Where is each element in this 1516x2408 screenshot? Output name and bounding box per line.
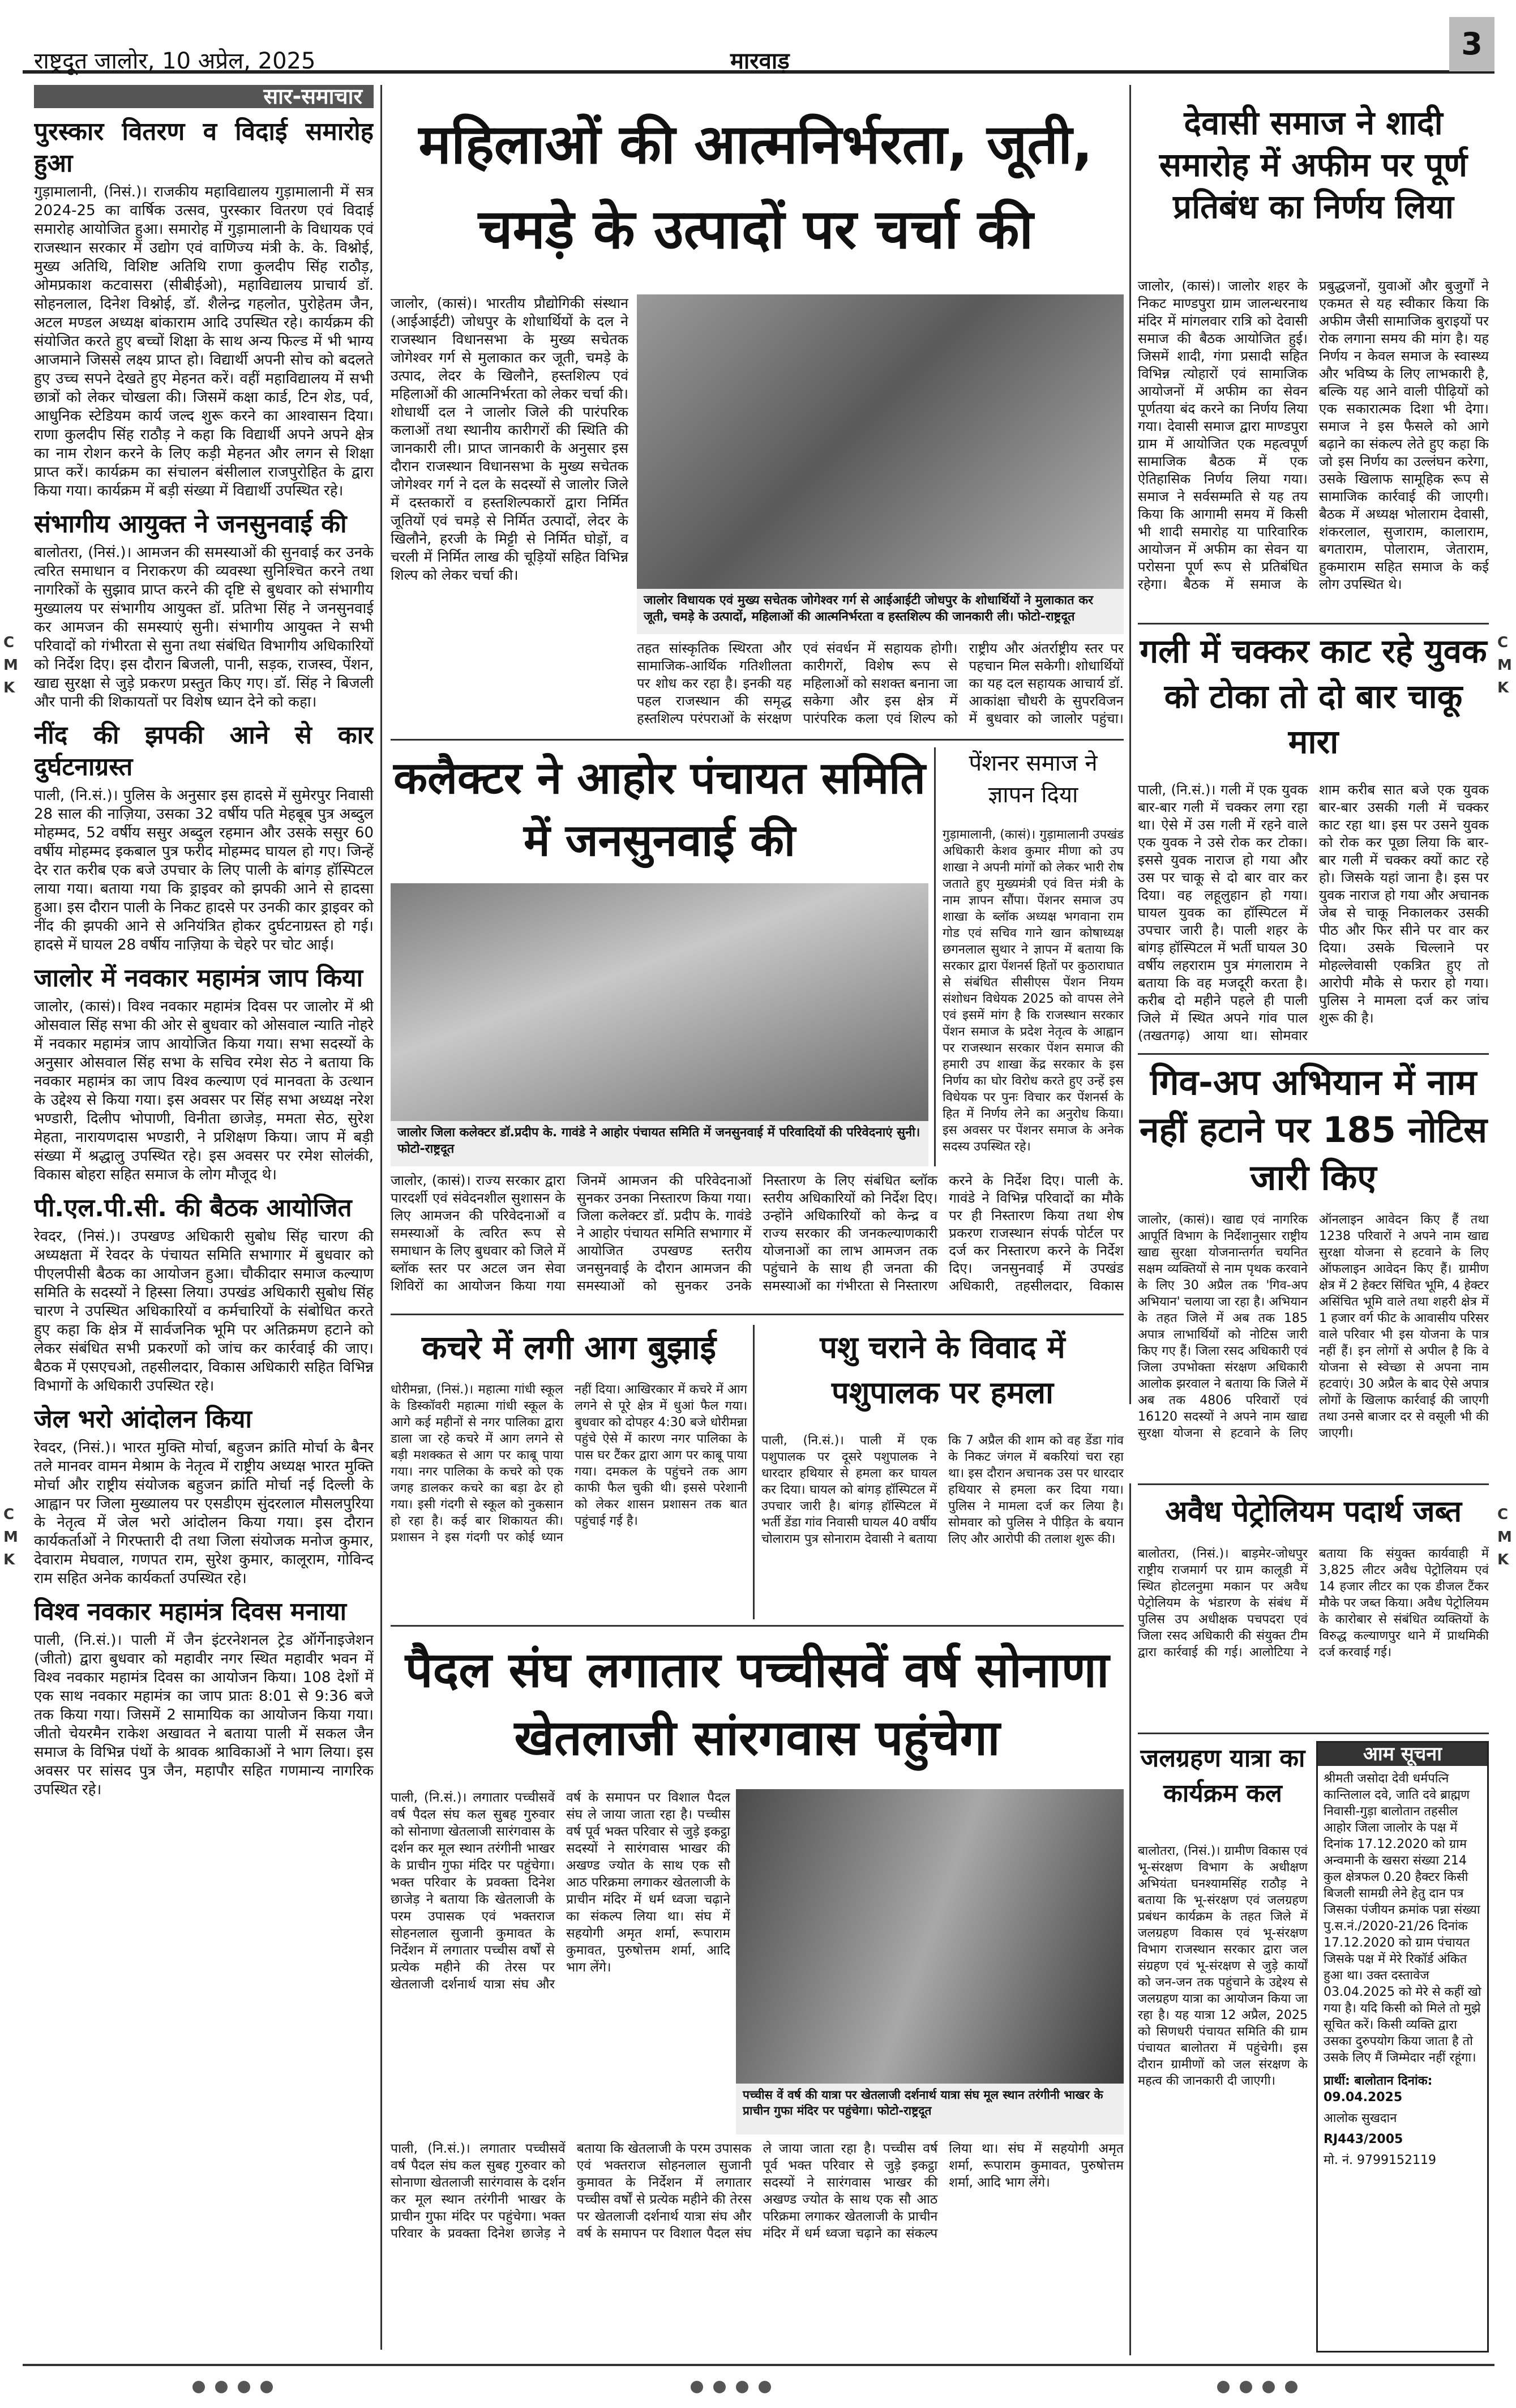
- jalgrahan-body: बालोतरा, (निसं.)। ग्रामीण विकास एवं भू-संरक्षण विभाग के अधीक्षण अभियंता घनश्यामसिंह राठौड़ ने बताया कि भू-संरक्षण एवं जलग्रहण प्रबंधन कार्यक्रम के तहत जिले में जलग्रहण विकास एवं भू-संरक्षण विभाग राजस्थान सरकार द्वारा जल संग्रहण एवं भू-संरक्षण से जुड़े कार्यों को जन-जन तक पहुंचाने के उद्देश्य से जलग्रहण यात्रा का आयोजन किया जा रहा है। यह यात्रा 12 अप्रैल, 2025 को सिणधरी पंचायत समिति की ग्राम पंचायत बालोतरा में पहुंचेगी। इस दौरान ग्रामीणों को जल संरक्षण के महत्व की जानकारी दी जाएगी।: [1138, 1844, 1308, 2088]
- story-title: जालोर में नवकार महामंत्र जाप किया: [34, 964, 363, 993]
- story-body: जालोर, (कासं)। विश्व नवकार महामंत्र दिवस पर जालोर में श्री ओसवाल सिंह सभा की ओर से बुधवार को ओसवाल न्याति नोहरे में नवकार महामंत्र जाप आयोजित किया गया। सभा सदस्यों के अनुसार ओसवाल सिंह सभा के सचिव रमेश सेठ ने बताया कि नवकार महामंत्र का जाप विश्व कल्याण एवं मानवता के उत्थान के उद्देश्य से किया गया। इस अवसर पर सिंह सभा अध्यक्ष नरेश भण्डारी, दिलीप भोपाणी, विनीता छाजेड़, ममता सेठ, सुरेश मेहता, नारायणदास भण्डारी, ने प्रशिक्षण किया। जाप में बड़ी संख्या में श्रद्धालु उपस्थित रहे। इस अवसर पर रमेश सोलंकी, विकास बोहरा सहित समाज के लोग मौजूद थे।: [34, 998, 374, 1183]
- margin-mark-k-lower: K: [3, 1551, 15, 1568]
- story-title: संभागीय आयुक्त ने जनसुनवाई की: [34, 510, 347, 538]
- section-divider: [1138, 1733, 1489, 1734]
- jalgrahan-headline: जलग्रहण यात्रा का कार्यक्रम कल: [1140, 1744, 1305, 1808]
- notice-signature: प्रार्थी: बालोतान दिनांक: 09.04.2025: [1324, 2074, 1433, 2105]
- margin-mark-c-lower-right: C: [1497, 1506, 1509, 1523]
- sonana-headline: पैदल संघ लगातार पच्चीसवें वर्ष सोनाणा खेतलाजी सांरगवास पहुंचेगा: [405, 1642, 1110, 1767]
- chakku-headline: गली में चक्कर काट रहे युवक को टोका तो दो बार चाकू मारा: [1140, 632, 1487, 761]
- caption-text: जालोर जिला कलेक्टर डॉ.प्रदीप के. गावंडे ने आहोर पंचायत समिति में जनसुनवाई में परिवादियों की परिवेदनाएं सुनी।: [397, 1126, 920, 1140]
- fire-body: धोरीमन्ना, (निसं.)। महात्मा गांधी स्कूल के डिस्कॉवरी महात्मा गांधी स्कूल के आगे कई महीनों से नगर पालिका द्वारा डाला जा रहे कचरे में आग लगने से बड़ी मशक्कत से आग पर काबू पाया गया। नगर पालिका के कचरे को एक जगह डालकर कचरे का बड़ा ढेर हो गया। इसी गंदगी से स्कूल को नुकसान हो रहा है। कई बार शिकायत की। प्रशासन ने इस गंदगी पर कोई ध्यान नहीं दिया। आखिरकार में कचरे में आग लगने से पूरे क्षेत्र में धुआं फैल गया। बुधवार को दोपहर 4:30 बजे धोरीमन्ना पहुंचे ऐसे में कारण नगर पालिका के पास घर टैंकर द्वारा आग पर काबू पाया गया। दमकल के पहुंचने तक आग काफी फैल चुकी थी। इससे परेशानी को लेकर शासन प्रशासन तक बात पहुंचाई गई है।: [391, 1383, 747, 1545]
- sonana-body-continued: पाली, (नि.सं.)। लगातार पच्चीसवें वर्ष पैदल संघ कल सुबह गुरुवार को सोनाणा खेतलाजी सारंगवास के दर्शन कर मूल स्थान तरंगीनी भाखर के प्राचीन गुफा मंदिर पर पहुंचेगा। भक्त परिवार के प्रवक्ता दिनेश छाजेड़ ने बताया कि खेतलाजी के परम उपासक एवं भक्तराज सोहनलाल सुजानी कुमावत के निर्देशन में लगातार पच्चीस वर्षों से प्रत्येक महीने की तेरस पर खेतलाजी दर्शनार्थ यात्रा संघ और वर्ष के समापन पर विशाल पैदल संघ ले जाया जाता रहा है। पच्चीस वर्ष पूर्व भक्त परिवार से जुड़े इकट्ठा सदस्यों ने सारंगवास भाखर की अखण्ड ज्योत के साथ एक सौ आठ परिक्रमा लगाकर खेतलाजी के प्राचीन मंदिर में धर्म ध्वजा चढ़ाने का संकल्प लिया था। संघ में सहयोगी अमृत शर्मा, रूपाराम कुमावत, पुरुषोत्तम शर्मा, आदि भाग लेंगे।: [391, 2141, 1124, 2241]
- section-name: मारवाड़: [730, 48, 790, 74]
- margin-mark-k: K: [3, 679, 15, 696]
- story-body: गुड़ामालानी, (निसं.)। राजकीय महाविद्यालय गुड़ामालानी में सत्र 2024-25 का वार्षिक उत्सव, पुरस्कार वितरण एवं विदाई समारोह आयोजित हुआ। समारोह में गुड़ामालानी के विधायक एवं राजस्थान सरकार में उद्योग एवं वाणिज्य मंत्री के. के. विश्नोई, मुख्य अतिथि, विशिष्ट अतिथि राणा कुलदीप सिंह राठौड़, ओमप्रकाश कटवासरा (सीबीईओ), महाविद्यालय प्राचार्य डॉ. सोहनलाल, दिनेश विश्नोई, डॉ. शैलेन्द्र गहलोत, पुरोहेतम जैन, अटल मण्डल अध्यक्ष बांकाराम आदि उपस्थित रहे। कार्यक्रम की संयोजित करते हुए बच्चों शिक्षा के साथ अन्य फिल्ड में भी भाग्य आजमाने जिससे लक्ष्य प्राप्त हो। विद्यार्थी अपनी सोच को बदलते हुए उच्च सपने देखते हुए मेहनत करें। वहीं महाविद्यालय में सभी छात्रों को लेकर चोखला की। जिसमें कक्षा कार्ड, टिन शेड, पर्व, आधुनिक स्टेडियम कार्य जल्द शुरू करने का आश्वासन दिया। राणा कुलदीप सिंह राठौड़ ने कहा कि विद्यार्थी अपने अपने क्षेत्र का नाम रोशन करने के लिए कड़ी मेहनत और लगन से शिक्षा प्राप्त करें। कार्यक्रम का संचालन बंसीलाल राजपुरोहित के द्वारा किया गया। कार्यक्रम में बड़ी संख्या में विद्यार्थी उपस्थित रहे।: [34, 183, 374, 499]
- photo-credit: फोटो-राष्ट्रदूत: [1018, 610, 1075, 624]
- story-title: पी.एल.पी.सी. की बैठक आयोजित: [34, 1194, 352, 1222]
- column-divider: [934, 747, 936, 1166]
- section-tag: सार-समाचार: [34, 85, 374, 108]
- pashu-body: पाली, (नि.सं.)। पाली में एक पशुपालक पर दूसरे पशुपालक ने धारदार हथियार से हमला कर घायल कर दिया। घायल को बांगड़ हॉस्पिटल में उपचार जारी है। बांगड़ हॉस्पिटल में भर्ती डेंडा गांव निवासी घायल 40 वर्षीय चोलाराम पुत्र सोनाराम देवासी ने बताया कि 7 अप्रैल की शाम को वह डेंडा गांव के निकट जंगल में बकरियां चरा रहा था। इस दौरान अचानक उस पर धारदार हथियार से हमला कर दिया गया। पुलिस ने मामला दर्ज कर लिया है। सोमवार को पुलिस ने पीड़ित के बयान लिए और आरोपी की तलाश शुरू की।: [761, 1434, 1124, 1546]
- margin-mark-m-lower-right: M: [1497, 1529, 1512, 1546]
- margin-mark-m: M: [3, 657, 18, 674]
- collector-photo-caption: [391, 1121, 928, 1166]
- caption-text: जालोर विधायक एवं मुख्य सचेतक जोगेश्वर गर्ग से आईआईटी जोधपुर के शोधार्थियों ने मुलाकात कर जूती, चमड़े के उत्पादों, महिलाओं की आत्मनिर्भरता व हस्तशिल्प की जानकारी ली।: [644, 593, 1094, 624]
- sonana-photo: [736, 1789, 1124, 2084]
- page-header: [23, 17, 1494, 74]
- margin-mark-k-right: K: [1497, 679, 1509, 696]
- lead-photo: [637, 294, 1124, 589]
- give-up-body: जालोर, (कासं)। खाद्य एवं नागरिक आपूर्ति विभाग के निर्देशानुसार राष्ट्रीय खाद्य सुरक्षा योजनान्तर्गत चयनित सक्षम व्यक्तियों से नाम पृथक करवाने के लिए 30 अप्रैल तक 'गिव-अप अभियान' चलाया जा रहा है। अभियान के तहत जिले में अब तक 185 अपात्र लाभार्थियों को नोटिस जारी किए गए हैं। जिला रसद अधिकारी एवं जिला उपभोक्ता संरक्षण अधिकारी आलोक झरवाल ने बताया कि जिले में अब तक 4806 परिवारों एवं 16120 सदस्यों ने अपने नाम खाद्य सुरक्षा योजना से हटवाने के लिए ऑनलाइन आवेदन किए हैं तथा 1238 परिवारों ने अपने नाम खाद्य सुरक्षा योजना से हटवाने के लिए ऑफलाइन आवेदन किए हैं। ग्रामीण क्षेत्र में 2 हेक्टर सिंचित भूमि, 4 हेक्टर असिंचित भूमि वाले तथा शहरी क्षेत्र में 1 हजार वर्ग फीट के आवासीय परिसर वाले परिवार भी इस योजना के पात्र नहीं हैं। इन लोगों से अपील है कि वे योजना से स्वेच्छा से अपना नाम हटवाएं। 30 अप्रैल के बाद ऐसे अपात्र लोगों के खिलाफ कार्रवाई की जाएगी तथा उनसे बाजार दर से वसूली भी की जाएगी।: [1138, 1213, 1489, 1440]
- story-body: पाली, (नि.सं.)। पुलिस के अनुसार इस हादसे में सुमेरपुर निवासी 28 साल की नाज़िया, उसका 32 वर्षीय पति मेहबूब पुत्र अब्दुल मोहम्मद, 52 वर्षीय ससुर अब्दुल रहमान और उसके ससुर 60 वर्षीय मोहम्मद इकबाल पुत्र फरीद मोहम्मद घायल हो गए। जिन्हें देर रात करीब एक बजे उपचार के लिए पाली के बांगड़ हॉस्पिटल लाया गया। बताया गया कि ड्राइवर को झपकी आने से हादसा हुआ। इस दौरान पाली के निकट हादसे पर उनकी कार ड्राइवर को नींद की झपकी आने से अनियंत्रित होकर दुर्घटनाग्रस्त हो गई। हादसे में घायल 28 वर्षीय नाज़िया के चेहरे पर चोट आई।: [34, 787, 374, 953]
- paper-name-date: राष्ट्रदूत जालोर, 10 अप्रेल, 2025: [34, 48, 316, 74]
- margin-mark-m-right: M: [1497, 657, 1512, 674]
- petrol-body: बालोतरा, (निसं.)। बाड़मेर-जोधपुर राष्ट्रीय राजमार्ग पर ग्राम कालूडी में स्थित होटलनुमा मकान पर अवैध पेट्रोलियम के भंडारण के संबंध में पुलिस उप अधीक्षक पचपदरा एवं जिला रसद अधिकारी की संयुक्त टीम द्वारा कार्रवाई की गई। आलोटिया ने बताया कि संयुक्त कार्यवाही में 3,825 लीटर अवैध पेट्रोलियम एवं 14 हजार लीटर का एक डीजल टैंकर मौके पर जब्त किया। अवैध पेट्रोलियम के कारोबार से संबंधित व्यक्तियों के विरुद्ध कल्याणपुर थाने में प्राथमिकी दर्ज करवाई गई।: [1138, 1547, 1489, 1659]
- column-divider: [1129, 85, 1131, 1404]
- story-title: जेल भरो आंदोलन किया: [34, 1405, 252, 1434]
- pensioner-headline: पेंशनर समाज ने ज्ञापन दिया: [969, 750, 1098, 808]
- notice-title: आम सूचना: [1318, 1743, 1487, 1766]
- registration-dots-left: [192, 2381, 306, 2398]
- page-number: 3: [1449, 17, 1494, 71]
- margin-mark-c: C: [3, 634, 15, 651]
- story-body: रेवदर, (निसं.)। भारत मुक्ति मोर्चा, बहुजन क्रांति मोर्चा के बैनर तले मानवर वामन मेश्राम के नेतृत्व में राष्ट्रीय अध्यक्ष भारत मुक्ति मोर्चा और राष्ट्रीय संयोजक बहुजन क्रांति मोर्चा नई दिल्ली के आह्वान पर जिला मुख्यालय पर एसडीएम सुंदरलाल मौसलपुरिया के नेतृत्व में जेल भरो आंदोलन किया गया। इस दौरान कार्यकर्ताओं ने गिरफ्तारी दी तथा जिला संयोजक मनोज कुमार, देवाराम मेघवाल, गणपत राम, सुरेश कुमार, कालूराम, गोविन्द राम सहित अनेक कार्यकर्ता उपस्थित रहे।: [34, 1439, 374, 1587]
- pensioner-body: गुड़ामालानी, (कासं)। गुड़ामालानी उपखंड अधिकारी केशव कुमार मीणा को उप शाखा ने अपनी मांगों को लेकर भारी रोष जताते हुए मुख्यमंत्री एवं वित्त मंत्री के नाम ज्ञापन सौंपा। पेंशनर समाज उप शाखा के ब्लॉक अध्यक्ष भगवाना राम गोड एवं सचिव गाने खान कोषाध्यक्ष छगनलाल सुथार ने ज्ञापन में बताया कि सरकार द्वारा पेंशनर्स हितों पर कुठाराघात से संबंधित सीसीएस पेंशन नियम संशोधन विधेयक 2025 को वापस लेने एवं इसमें मांग है कि राजस्थान सरकार पेंशन समाज के प्रदेश नेतृत्व के आह्वान पर राजस्थान सरकार पेंशन समाज की हमारी उप शाखा केंद्र सरकार के इस निर्णय का घोर विरोध करते हुए उन्हें इस विधेयक पर पुनः विचार कर पेंशनर्स के हित में निर्णय लेने का अनुरोध किया। इस अवसर पर पेंशनर समाज के अनेक सदस्य उपस्थित रहे।: [943, 828, 1124, 1154]
- section-divider: [1138, 623, 1489, 625]
- story-body: पाली, (नि.सं.)। पाली में जैन इंटरनेशनल ट्रेड ऑर्गेनाइजेशन (जीतो) द्वारा बुधवार को महावीर नगर स्थित महावीर भवन में विश्व नवकार महामंत्र दिवस का आयोजन किया। 108 देशों में एक साथ नवकार महामंत्र का जाप प्रातः 8:01 से 9:36 बजे तक किया गया। जिसमें 2 सामायिक का आयोजन किया गया। जीतो चेयरमैन राकेश अखावत ने बताया पाली में सकल जैन समाज के विभिन्न पंथों के श्रावक श्राविकाओं ने भाग लिया। इस अवसर पर सांसद पुत्र जैन, महापौर सहित गणमान्य नागरिक उपस्थित रहे।: [34, 1632, 374, 1798]
- petrol-headline: अवैध पेट्रोलियम पदार्थ जब्त: [1165, 1495, 1462, 1529]
- story-body: रेवदर, (निसं.)। उपखण्ड अधिकारी सुबोध सिंह चारण की अध्यक्षता में रेवदर के पंचायत समिति सभागार में बुधवार को पीएलपीसी बैठक का आयोजन हुआ। चौकीदार समाज कल्याण समिति के सदस्यों ने हिस्सा लिया। उपखंड अधिकारी सुबोध सिंह चारण ने उपस्थित अधिकारियों व कर्मचारियों के संबोधित करते हुए कहा कि क्षेत्र में सार्वजनिक भूमि पर अतिक्रमण हटाने को लेकर संबंधित सभी प्रकरणों को जांच कर कार्रवाई की जाए। बैठक में एसएचओ, तहसीलदार, विकास अधिकारी सहित विभिन्न विभागों के अधिकारी उपस्थित रहे।: [34, 1228, 374, 1395]
- sonana-body-bottom: [391, 2140, 1124, 2355]
- footer-rule: [23, 2364, 1494, 2366]
- story-body: बालोतरा, (निसं.)। आमजन की समस्याओं की सुनवाई कर उनके त्वरित समाधान व निराकरण की व्यवस्था सुनिश्चित करने तथा नागरिकों के सुझाव प्राप्त करने की दृष्टि से बुधवार को संभागीय मुख्यालय पर संभागीय आयुक्त डॉ. प्रतिभा सिंह ने जनसुनवाई कर आमजन की समस्याएं सुनी। संभागीय आयुक्त ने सभी परिवादों को गंभीरता से सुना तथा संबंधित विभागीय अधिकारियों को निर्देश दिए। इस दौरान बिजली, पानी, सड़क, राजस्व, पेंशन, खाद्य सुरक्षा से जुड़े प्रकरण प्रस्तुत किए गए। डॉ. सिंह ने बिजली और पानी की शिकायतों पर विशेष ध्यान देने को कहा।: [34, 544, 374, 711]
- notice-body: श्रीमती जसोदा देवी धर्मपत्नि कान्तिलाल दवे, जाति दवे ब्राह्मण निवासी-गुड़ा बालोतान तहसील आहोर जिला जालोर के पक्ष में दिनांक 17.12.2020 को ग्राम अन्वमानी के खसरा संख्या 214 कुल क्षेत्रफल 0.20 हैक्टर किसी बिजली सामग्री लेने हेतु दान पत्र जिसका पंजीयन क्रमांक पन्ना संख्या पु.स.नं./2020-21/26 दिनांक 17.12.2020 को ग्राम पंचायत जिसके पक्ष में मेरे रिकॉर्ड अंकित हुआ था। उक्त दस्तावेज 03.04.2025 को मेरे से कहीं खो गया है। यदि किसी को मिले तो मुझे सूचित करें। किसी व्यक्ति द्वारा उसका दुरुपयोग किया जाता है तो उसके लिए मैं जिम्मेदार नहीं रहूंगा।: [1324, 1772, 1481, 2065]
- chakku-body: पाली, (नि.सं.)। गली में एक युवक बार-बार गली में चक्कर लगा रहा था। ऐसे में उस गली में रहने वाले एक युवक ने उसे रोक कर टोका। इससे युवक नाराज हो गया और उस पर चाकू से दो बार वार कर दिया। वह लहूलुहान हो गया। घायल युवक का हॉस्पिटल में उपचार जारी है। पाली शहर के बांगड़ हॉस्पिटल में भर्ती घायल 30 वर्षीय लहराराम पुत्र मंगलाराम ने बताया कि वह मजदूरी करता है। करीब दो महीने पहले ही पाली जिले में स्थित अपने गांव पाल (तखतगढ़) आया था। सोमवार शाम करीब सात बजे एक युवक बार-बार उसकी गली में चक्कर काट रहा था। इस पर उसने युवक को रोक कर पूछा लिया कि बार-बार गली में चक्कर क्यों काट रहे हो। जिसके यहां जाना है। इस पर युवक नाराज हो गया और अचानक जेब से चाकू निकालकर उसकी पीठ और फिर सीने पर वार कर दिया। उसके चिल्लाने पर मोहल्लेवासी एकत्रित हुए तो आरोपी मौके से फरार हो गया। पुलिस ने मामला दर्ज कर जांच शुरू की है।: [1138, 782, 1489, 1043]
- section-divider: [1138, 1053, 1489, 1055]
- lead-text-bottom: तहत सांस्कृतिक स्थिरता और सामाजिक-आर्थिक गतिशीलता पर शोध कर रहा है। इनकी यह पहल राजस्थान की समृद्ध हस्तशिल्प परंपराओं के संरक्षण एवं संवर्धन में सहायक होगी। कारीगरों, विशेष रूप से महिलाओं को सशक्त बनाना जा सकेगा और इस क्षेत्र में पारंपरिक कला एवं शिल्प को राष्ट्रीय और अंतर्राष्ट्रीय स्तर पर पहचान मिल सकेगी। शोधार्थियों का यह दल सहायक आचार्य डॉ. आकांक्षा चौधरी के सुपरविजन में बुधवार को जालोर पहुंचा।: [637, 640, 1124, 726]
- sonana-photo-caption: [736, 2084, 1124, 2135]
- column-divider: [1129, 1483, 1131, 2355]
- notice-reg: RJ443/2005: [1324, 2132, 1403, 2146]
- notice-signatory: आलोक सुखदान: [1324, 2111, 1397, 2125]
- collector-headline: कलैक्टर ने आहोर पंचायत समिति में जनसुनवाई की: [393, 753, 926, 866]
- margin-mark-c-lower: C: [3, 1506, 15, 1523]
- story-title: पुरस्कार वितरण व विदाई समारोह हुआ: [34, 117, 374, 178]
- lead-photo-caption: [637, 589, 1124, 634]
- collector-photo: [391, 883, 928, 1121]
- margin-mark-k-lower-right: K: [1497, 1551, 1509, 1568]
- caption-text: पच्चीस वें वर्ष की यात्रा पर खेतलाजी दर्शनार्थ यात्रा संघ मूल स्थान तरंगीनी भाखर के प्राचीन गुफा मंदिर पर पहुंचेगा।: [743, 2088, 1103, 2118]
- section-divider: [1138, 1483, 1489, 1485]
- photo-credit: फोटो-राष्ट्रदूत: [397, 1142, 455, 1156]
- story-title: विश्व नवकार महामंत्र दिवस मनाया: [34, 1597, 347, 1626]
- pashu-headline: पशु चराने के विवाद में पशुपालक पर हमला: [820, 1329, 1065, 1410]
- fire-headline: कचरे में लगी आग बुझाई: [422, 1328, 716, 1367]
- column-divider: [753, 1325, 755, 1619]
- margin-mark-c-right: C: [1497, 634, 1509, 651]
- photo-credit: फोटो-राष्ट्रदूत: [877, 2104, 932, 2118]
- devasi-body: जालोर, (कासं)। जालोर शहर के निकट माण्डपुरा ग्राम जालन्धरनाथ मंदिर में मांगलवार रात्रि को देवासी समाज की बैठक आयोजित हुई। जिसमें शादी, गंगा प्रसादी सहित विभिन्न त्योहारों एवं सामाजिक आयोजनों में अफीम का सेवन पूर्णतया बंद करने का निर्णय लिया गया। देवासी समाज द्वारा माण्डपुरा ग्राम में आयोजित एक महत्वपूर्ण सामाजिक बैठक में एक ऐतिहासिक निर्णय लिया गया। समाज ने सर्वसम्मति से यह तय किया कि आगामी समय में किसी भी शादी समारोह या पारिवारिक आयोजन में अफीम का सेवन या परोसना पूर्ण रूप से प्रतिबंधित रहेगा। बैठक में समाज के प्रबुद्धजनों, युवाओं और बुजुर्गों ने एकमत से यह स्वीकार किया कि अफीम जैसी सामाजिक बुराइयों पर रोक लगाना समय की मांग है। यह निर्णय न केवल समाज के स्वास्थ्य और भविष्य के लिए लाभकारी है, बल्कि यह आने वाली पीढ़ियों को एक सकारात्मक दिशा भी देगा। समाज ने इस फैसले को आगे बढ़ाने का संकल्प लेते हुए कहा कि जो इस निर्णय का उल्लंघन करेगा, उसके खिलाफ सामूहिक रूप से सामाजिक कार्रवाई की जाएगी। बैठक में अध्यक्ष भोलाराम देवासी, शंकरलाल, सुजाराम, कालाराम, बगताराम, पोलाराम, जेताराम, हुकमाराम सहित समाज के कई लोग उपस्थित थे।: [1138, 278, 1489, 592]
- story-title: नींद की झपकी आने से कार दुर्घटनाग्रस्त: [34, 721, 374, 781]
- registration-dots-center: [691, 2381, 804, 2398]
- lead-text-top: जालोर, (कासं)। भारतीय प्रौद्योगिकी संस्थान (आईआईटी) जोधपुर के शोधार्थियों के दल ने राजस्थान विधानसभा के मुख्य सचेतक जोगेश्वर गर्ग से मुलाकात कर जूती, चमड़े के उत्पाद, लेदर के खिलौने, हस्तशिल्प एवं महिलाओं की आत्मनिर्भरता को लेकर चर्चा की। शोधार्थी दल ने जालोर जिले की पारंपरिक कलाओं तथा स्थानीय कारीगरों की स्थिति की जानकारी ली। प्राप्त जानकारी के अनुसार इस दौरान राजस्थान विधानसभा के मुख्य सचेतक जोगेश्वर गर्ग ने दल के सदस्यों से जालोर जिले में दस्तकारों व हस्तशिल्पकारों द्वारा निर्मित जूतियों एवं चमड़े से निर्मित उत्पादों, लेदर के खिलौने, हरजी के मिट्टी से निर्मित घोड़ों, व चरली में निर्मित लाख की चूड़ियों सहित विभिन्न शिल्प को लेकर चर्चा की।: [391, 295, 628, 583]
- lead-headline: महिलाओं की आत्मनिर्भरता, जूती, चमड़े के उत्पादों पर चर्चा की: [418, 113, 1093, 261]
- sonana-body-left: पाली, (नि.सं.)। लगातार पच्चीसवें वर्ष पैदल संघ कल सुबह गुरुवार को सोनाणा खेतलाजी सारंगवास के दर्शन कर मूल स्थान तरंगीनी भाखर के प्राचीन गुफा मंदिर पर पहुंचेगा। भक्त परिवार के प्रवक्ता दिनेश छाजेड़ ने बताया कि खेतलाजी के परम उपासक एवं भक्तराज सोहनलाल सुजानी कुमावत के निर्देशन में लगातार पच्चीस वर्षों से प्रत्येक महीने की तेरस पर खेतलाजी दर्शनार्थ यात्रा संघ और वर्ष के समापन पर विशाल पैदल संघ ले जाया जाता रहा है। पच्चीस वर्ष पूर्व भक्त परिवार से जुड़े इकट्ठा सदस्यों ने सारंगवास भाखर की अखण्ड ज्योत के साथ एक सौ आठ परिक्रमा लगाकर खेतलाजी के प्राचीन मंदिर में धर्म ध्वजा चढ़ाने का संकल्प लिया था। संघ में सहयोगी अमृत शर्मा, रूपाराम कुमावत, पुरुषोत्तम शर्मा, आदि भाग लेंगे।: [391, 1790, 730, 1992]
- registration-dots-right: [1217, 2381, 1330, 2398]
- collector-body: जालोर, (कासं)। राज्य सरकार द्वारा पारदर्शी एवं संवेदनशील सुशासन के लिए आमजन की परिवेदनाओं व समस्याओं के त्वरित रूप से समाधान के लिए बुधवार को जिले में ब्लॉक स्तर पर अटल जन सेवा शिविरों का आयोजन किया गया जिनमें आमजन की परिवेदनाओं सुनकर उनका निस्तारण किया गया। जिला कलेक्टर डॉ. प्रदीप के. गावंडे ने आहोर पंचायत समिति सभागार में आयोजित उपखण्ड स्तरीय जनसुनवाई के दौरान आमजन की समस्याओं को सुनकर उनके निस्तारण के लिए संबंधित ब्लॉक स्तरीय अधिकारियों को निर्देश दिए। उन्होंने अधिकारियों को केन्द्र व राज्य सरकार की जनकल्याणकारी योजनाओं का लाभ आमजन तक पहुंचाने के साथ ही जनता की समस्याओं का गंभीरता से निस्तारण करने के निर्देश दिए। पाली के. गावंडे ने विभिन्न परिवादों का मौके पर ही निस्तारण किया तथा शेष प्रकरण राजस्थान संपर्क पोर्टल पर दर्ज कर निस्तारण करने के निर्देश दिए। जनसुनवाई में उपखंड अधिकारी, तहसीलदार, विकास: [391, 1173, 1124, 1294]
- section-divider: [391, 1625, 1124, 1627]
- column-divider: [380, 85, 382, 2350]
- public-notice: [1316, 1741, 1489, 2353]
- give-up-headline: गिव-अप अभियान में नाम नहीं हटाने पर 185 नोटिस जारी किए: [1139, 1062, 1488, 1198]
- margin-mark-m-lower: M: [3, 1529, 18, 1546]
- section-divider: [391, 1314, 1124, 1315]
- notice-mobile: मो. नं. 9799152119: [1324, 2153, 1437, 2167]
- devasi-headline: देवासी समाज ने शादी समारोह में अफीम पर पूर्ण प्रतिबंध का निर्णय लिया: [1159, 104, 1468, 226]
- left-news-column: [34, 85, 374, 2350]
- section-divider: [391, 739, 1124, 741]
